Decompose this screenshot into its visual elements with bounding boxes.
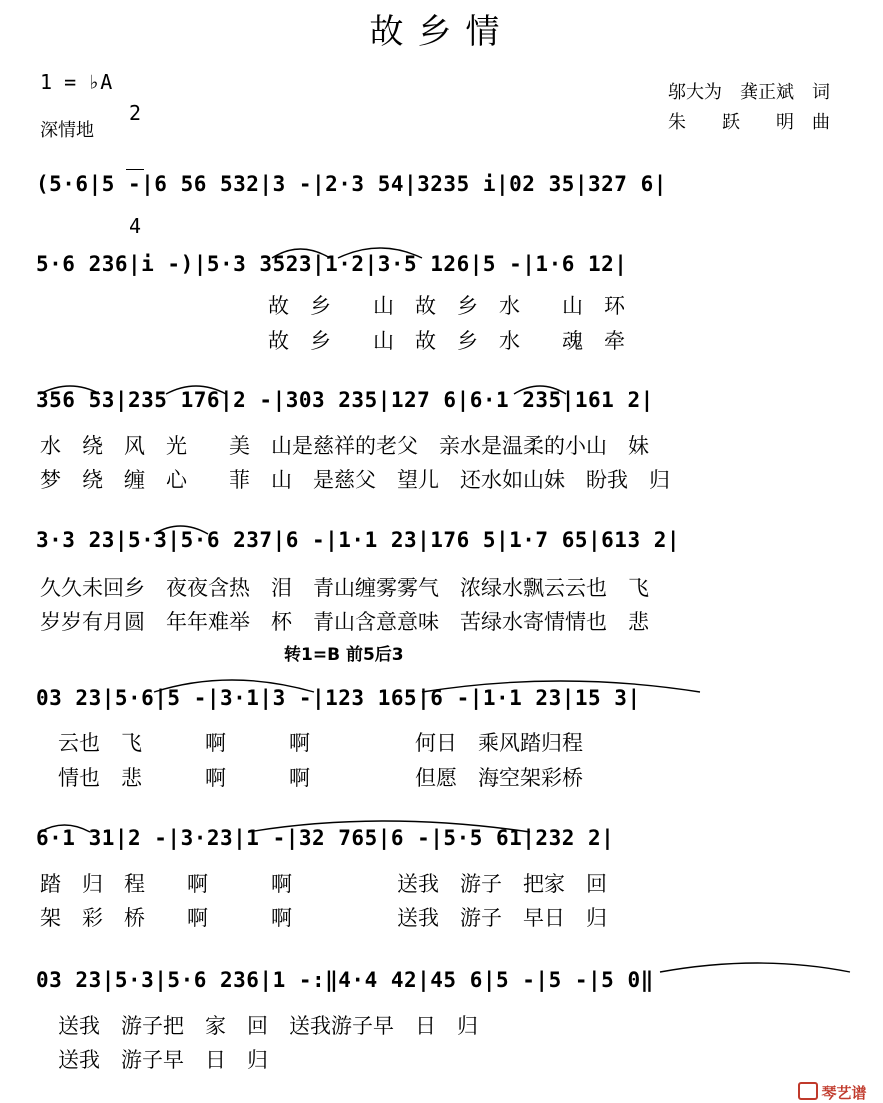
slur-arc bbox=[154, 526, 208, 534]
slur-arc bbox=[272, 249, 330, 258]
lyricist-credit: 邬大为 龚正斌 词 bbox=[668, 82, 830, 103]
tempo-marking: 深情地 bbox=[40, 120, 94, 141]
lyric-row-4-verse-2: 岁岁有月圆 年年难举 杯 青山含意意味 苦绿水寄情情也 悲 bbox=[40, 610, 649, 634]
lyric-row-7-verse-2: 送我 游子早 日 归 bbox=[58, 1048, 268, 1072]
notation-row-3: 356 53|235 176|2 -|303 235|127 6|6·1 235|161 2| bbox=[36, 388, 654, 412]
slur-arc bbox=[514, 386, 566, 394]
lyric-row-3-verse-2: 梦 绕 缠 心 菲 山 是慈父 望儿 还水如山妹 盼我 归 bbox=[40, 468, 670, 492]
composer-credit: 朱 跃 明 曲 bbox=[668, 112, 830, 133]
notation-row-1: (5·6|5 -|6 56 532|3 -|2·3 54|3235 i|02 35|327 6| bbox=[36, 172, 667, 196]
notation-row-5: 03 23|5·6|5 -|3·1|3 -|123 165|6 -|1·1 23|15 3| bbox=[36, 686, 641, 710]
slur-arc bbox=[154, 680, 314, 692]
notation-row-4: 3·3 23|5·3|5·6 237|6 -|1·1 23|176 5|1·7 65|613 2| bbox=[36, 528, 681, 552]
song-title: 故乡情 bbox=[369, 12, 514, 52]
logo-mark-icon bbox=[798, 1082, 818, 1100]
lyric-row-7-verse-1: 送我 游子把 家 回 送我游子早 日 归 bbox=[58, 1014, 478, 1038]
lyric-row-5-verse-1: 云也 飞 啊 啊 何日 乘风踏归程 bbox=[58, 731, 583, 755]
time-signature-bottom: 4 bbox=[128, 214, 142, 238]
slur-arc bbox=[338, 248, 422, 258]
slur-arc bbox=[248, 821, 530, 832]
watermark-text: 琴艺谱 bbox=[821, 1084, 867, 1102]
slur-arc bbox=[40, 825, 90, 832]
slur-arc bbox=[166, 386, 226, 394]
notation-row-7: 03 23|5·3|5·6 236|1 -:‖4·4 42|45 6|5 -|5 -|5 0‖ bbox=[36, 968, 654, 992]
lyric-row-5-verse-2: 情也 悲 啊 啊 但愿 海空架彩桥 bbox=[58, 766, 583, 790]
slur-arc bbox=[660, 963, 850, 972]
lyric-row-6-verse-1: 踏 归 程 啊 啊 送我 游子 把家 回 bbox=[40, 872, 607, 896]
slur-arc bbox=[422, 681, 700, 692]
lyric-row-2-verse-2: 故 乡 山 故 乡 水 魂 牵 bbox=[268, 329, 625, 353]
time-signature-top: 2 bbox=[128, 101, 142, 125]
modulation-note: 转1=B 前5后3 bbox=[284, 645, 404, 665]
notation-row-6: 6·1 31|2 -|3·23|1 -|32 765|6 -|5·5 61|232 2| bbox=[36, 826, 615, 850]
watermark-logo bbox=[788, 1064, 866, 1103]
slur-arc bbox=[40, 386, 100, 394]
lyric-row-4-verse-1: 久久未回乡 夜夜含热 泪 青山缠雾雾气 浓绿水飘云云也 飞 bbox=[40, 576, 649, 600]
key-signature: 1 = ♭A bbox=[40, 70, 113, 94]
lyric-row-2-verse-1: 故 乡 山 故 乡 水 山 环 bbox=[268, 294, 625, 318]
notation-row-2: 5·6 236|i -)|5·3 3523|1·2|3·5 126|5 -|1·6 12| bbox=[36, 252, 628, 276]
lyric-row-3-verse-1: 水 绕 风 光 美 山是慈祥的老父 亲水是温柔的小山 妹 bbox=[40, 434, 649, 458]
lyric-row-6-verse-2: 架 彩 桥 啊 啊 送我 游子 早日 归 bbox=[40, 906, 607, 930]
